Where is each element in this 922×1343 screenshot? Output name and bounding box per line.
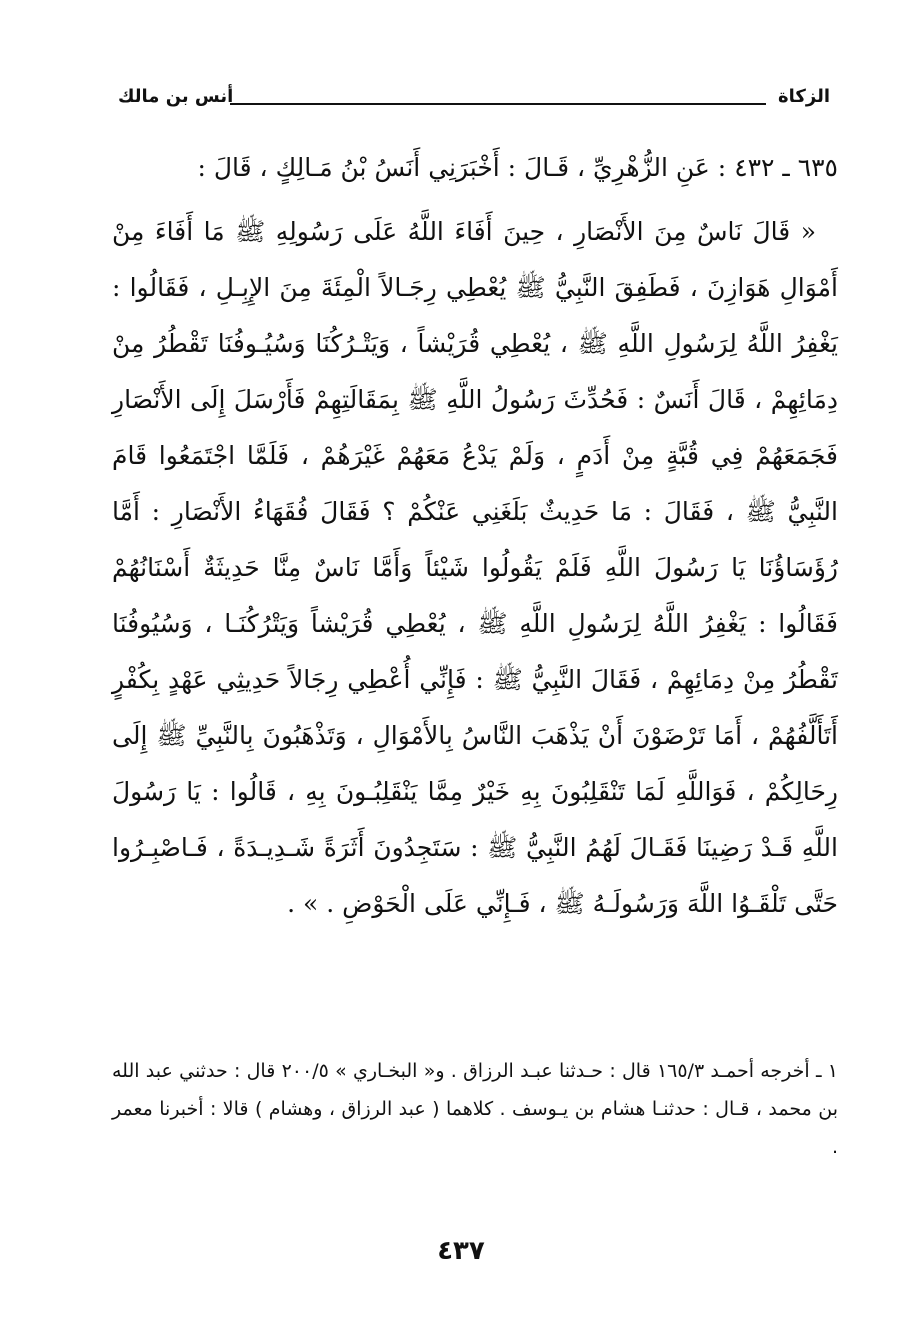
hadith-matn: « قَالَ نَاسٌ مِنَ الأَنْصَارِ ، حِينَ أَفَاءَ اللَّهُ عَلَى رَسُولِهِ ﷺ مَا أَفَاءَ مِنْ أَمْوَالِ هَوَازِنَ ، فَطَفِقَ النَّبِيُّ ﷺ يُعْطِي رِجَـالاً الْمِئَةَ مِنَ الإِبِـلِ ، فَقَالُوا : يَغْفِرُ اللَّهُ لِرَسُولِ اللَّهِ ﷺ ، يُعْطِي قُرَيْشاً ، وَيَتْـرُكُنَا وَسُيُـوفُنَا تَقْطُرُ مِنْ دِمَائِهِمْ ، قَالَ أَنَسٌ : فَحُدِّثَ رَسُولُ اللَّهِ ﷺ بِمَقَالَتِهِمْ فَأَرْسَلَ إِلَى الأَنْصَارِ فَجَمَعَهُمْ فِي قُبَّةٍ مِنْ أَدَمٍ ، وَلَمْ يَدْعُ مَعَهُمْ غَيْرَهُمْ ، فَلَمَّا اجْتَمَعُوا قَامَ النَّبِيُّ ﷺ ، فَقَالَ : مَا حَدِيثٌ بَلَغَنِي عَنْكُمْ ؟ فَقَالَ فُقَهَاءُ الأَنْصَارِ : أَمَّا رُؤَسَاؤُنَا يَا رَسُولَ اللَّهِ فَلَمْ يَقُولُوا شَيْئاً وَأَمَّا نَاسٌ مِنَّا حَدِيثَةٌ أَسْنَانُهُمْ فَقَالُوا : يَغْفِرُ اللَّهُ لِرَسُولِ اللَّهِ ﷺ ، يُعْطِي قُرَيْشاً وَيَتْرُكُنَـا ، وَسُيُوفُنَا تَقْطُرُ مِنْ دِمَائِهِمْ ، فَقَالَ النَّبِيُّ ﷺ : فَإِنِّي أُعْطِي رِجَالاً حَدِيثِي عَهْدٍ بِكُفْرٍ أَتَأَلَّفُهُمْ ، أَمَا تَرْضَوْنَ أَنْ يَذْهَبَ النَّاسُ بِالأَمْوَالِ ، وَتَذْهَبُونَ بِالنَّبِيِّ ﷺ إِلَى رِحَالِكُمْ ، فَوَاللَّهِ لَمَا تَنْقَلِبُونَ بِهِ خَيْرٌ مِمَّا يَنْقَلِبُـونَ بِهِ ، قَالُوا : يَا رَسُولَ اللَّهِ قَـدْ رَضِينَا فَقَـالَ لَهُمُ النَّبِيُّ ﷺ : سَتَجِدُونَ أَثَرَةً شَـدِيـدَةً ، فَـاصْبِـرُوا حَتَّى تَلْقَـوُا اللَّهَ وَرَسُولَـهُ ﷺ ، فَـإِنِّي عَلَى الْحَوْضِ . » . xyxy=(112,217,838,918)
hadith-isnad: : عَنِ الزُّهْرِيِّ ، قَـالَ : أَخْبَرَنِي أَنَسُ بْنُ مَـالِكٍ ، قَالَ : xyxy=(197,153,727,182)
running-header xyxy=(118,86,830,114)
header-rule xyxy=(230,103,766,105)
page-number: ٤٣٧ xyxy=(437,1236,485,1266)
hadith-isnad-paragraph xyxy=(112,140,838,196)
hadith-body xyxy=(112,140,838,932)
footnotes xyxy=(112,1052,838,1166)
chapter-title: الزكاة xyxy=(778,86,830,107)
footnote-1: ١ ـ أخرجه أحمـد ١٦٥/٣ قال : حـدثنا عبـد الرزاق . و« البخـاري » ٢٠٠/٥ قال : حدثني عبد الله بن محمد ، قـال : حدثنـا هشام بن يـوسف . كلاهما ( عبد الرزاق ، وهشام ) قالا : أخبرنا معمر . xyxy=(112,1060,839,1158)
hadith-number: ٦٣٥ ـ ٤٣٢ xyxy=(734,153,838,182)
narrator-title: أنس بن مالك xyxy=(118,86,234,107)
